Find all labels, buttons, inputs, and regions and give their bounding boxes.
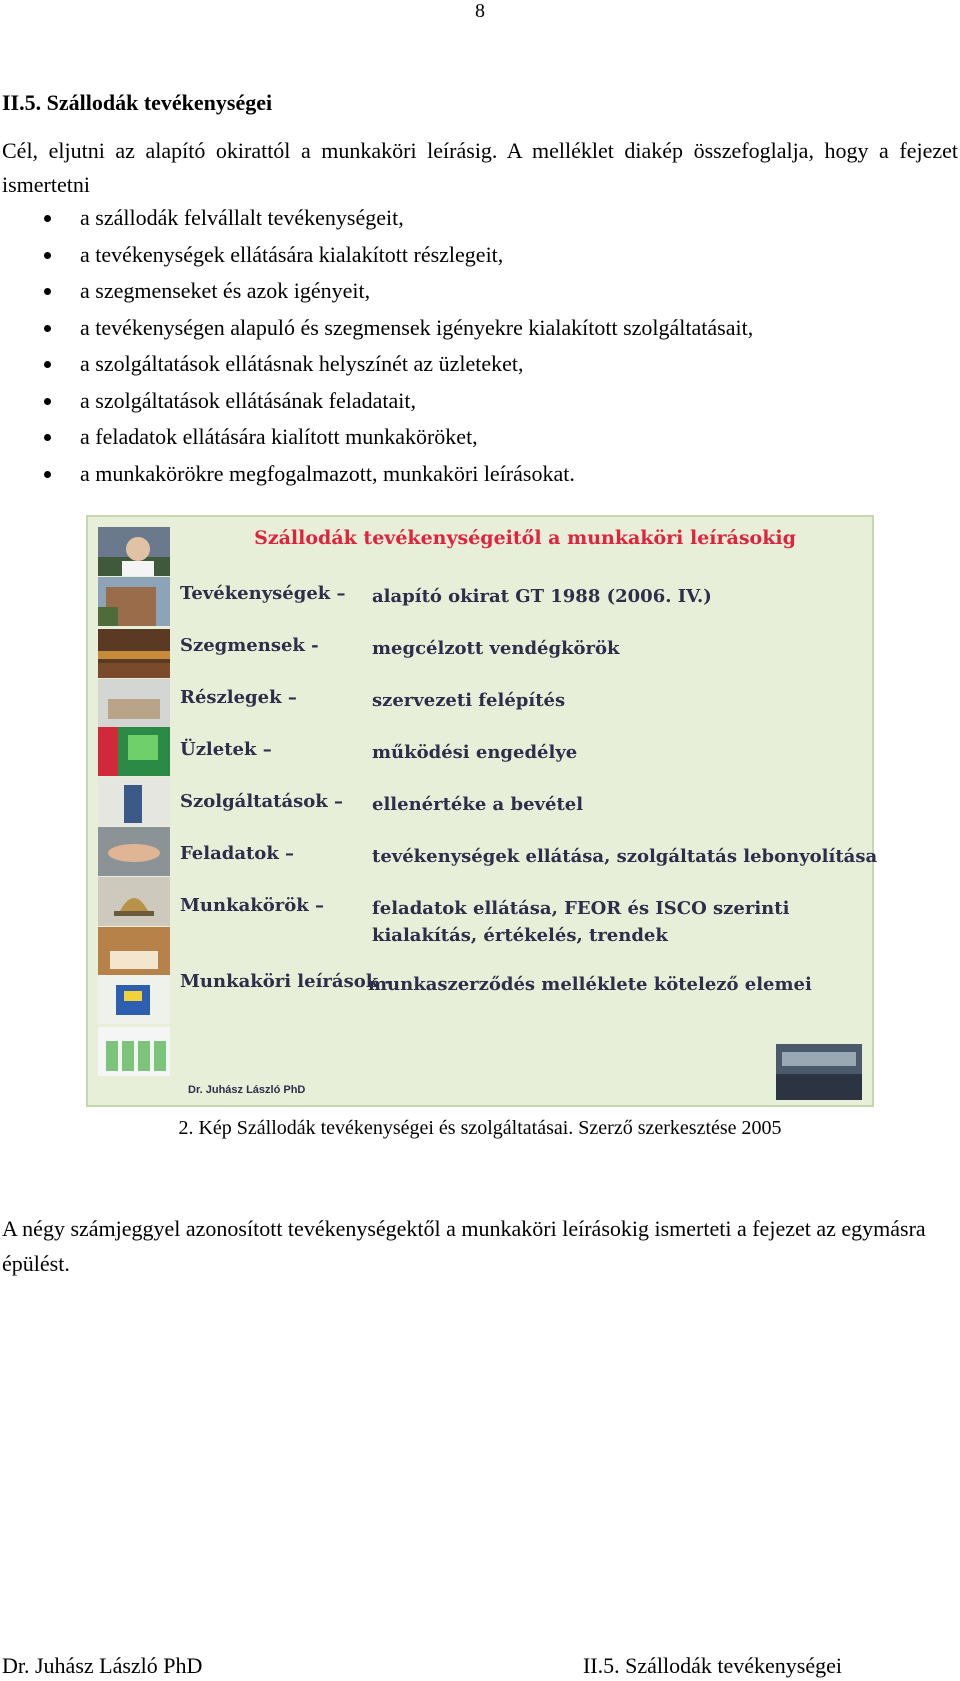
row-label: Szolgáltatások – [180,791,343,812]
row-label: Tevékenységek – [180,583,346,604]
bullet-icon [44,434,51,441]
row-label: Feladatok – [180,843,295,864]
row-label: Munkaköri leírások - [180,971,392,992]
bullet-item: a szegmenseket és azok igényeit, [40,273,753,310]
page-number: 8 [475,0,485,22]
row-label: Üzletek – [180,739,272,760]
row-value: alapító okirat GT 1988 (2006. IV.) [372,586,712,607]
row-value: munkaszerződés melléklete kötelező elemei [368,974,812,995]
bullet-item: a szolgáltatások ellátásának feladatait, [40,383,753,420]
slide-title: Szállodák tevékenységeitől a munkaköri leírásokig [254,527,796,549]
figure-caption: 2. Kép Szállodák tevékenységei és szolgáltatásai. Szerző szerkesztése 2005 [178,1117,782,1139]
bullet-list [40,200,753,492]
row-label: Részlegek – [180,687,297,708]
slide-author: Dr. Juhász László PhD [188,1084,306,1096]
bullet-item: a szállodák felvállalt tevékenységeit, [40,200,753,237]
bullet-item: a feladatok ellátására kialított munkaköröket, [40,419,753,456]
bullet-icon [44,471,51,478]
row-label: Szegmensek - [180,635,319,656]
bell-photo [98,877,170,926]
section-heading: II.5. Szállodák tevékenységei [2,90,273,115]
closing-paragraph: A négy számjeggyel azonosított tevékenységektől a munkaköri leírásokig ismerteti a fejezet az egymásra épülést. [2,1216,926,1276]
spa-photo [98,727,170,776]
row-value-continued: kialakítás, értékelés, trendek [372,925,668,946]
row-value: ellenértéke a bevétel [372,794,584,815]
bullet-item: a szolgáltatások ellátásnak helyszínét az üzleteket, [40,346,753,383]
bullet-item: a tevékenységen alapuló és szegmensek igényekre kialakított szolgáltatásait, [40,310,753,347]
bullet-icon [44,288,51,295]
office-photo [98,777,170,826]
lobby-photo [98,629,170,678]
bottles-photo [98,1027,170,1076]
hands-photo [98,827,170,876]
bullet-icon [44,252,51,259]
bedroom-photo [98,927,170,976]
bullet-icon [44,398,51,405]
portrait-photo [98,527,170,576]
row-value: működési engedélye [372,742,578,763]
row-value: feladatok ellátása, FEOR és ISCO szerinti [372,898,790,919]
row-label: Munkakörök – [180,895,324,916]
bullet-icon [44,361,51,368]
footer-section: II.5. Szállodák tevékenységei [582,1653,842,1678]
footer-author: Dr. Juhász László PhD [2,1653,203,1678]
slide-figure [86,515,878,1107]
row-value: szervezeti felépítés [372,690,566,711]
row-value: megcélzott vendégkörök [372,638,620,659]
bullet-item: a munkakörökre megfogalmazott, munkaköri leírásokat. [40,456,753,493]
conference-room-photo [776,1044,862,1100]
intro-paragraph: Cél, eljutni az alapító okirattól a munkaköri leírásig. A melléklet diakép összefoglalja, hogy a fejezet ismertetni [2,138,958,197]
bullet-item: a tevékenységek ellátására kialakított részlegeit, [40,237,753,274]
bullet-icon [44,325,51,332]
bullet-icon [44,215,51,222]
interior-photo [98,679,170,728]
row-value: tevékenységek ellátása, szolgáltatás lebonyolítása [372,846,878,867]
cleaning-cart-photo [98,975,170,1024]
building-photo [98,577,170,626]
